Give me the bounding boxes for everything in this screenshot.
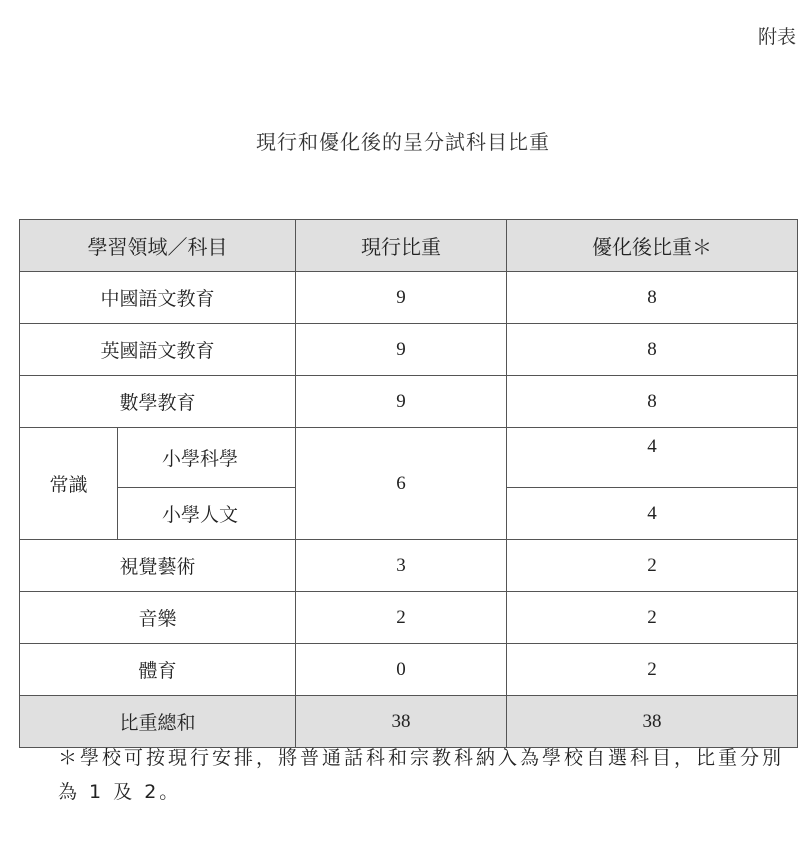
row-optimized-weight: 2 — [507, 540, 798, 592]
row-optimized-weight: 8 — [507, 272, 798, 324]
table-header-row — [20, 220, 798, 272]
total-label: 比重總和 — [20, 696, 296, 748]
science-optimized-weight: 4 — [507, 428, 798, 488]
row-subject: 體育 — [20, 644, 296, 696]
total-row — [20, 696, 798, 748]
row-current-weight: 9 — [296, 324, 507, 376]
annex-label: 附表 — [757, 26, 796, 48]
row-subject: 視覺藝術 — [20, 540, 296, 592]
table-row — [20, 592, 798, 644]
row-current-weight: 2 — [296, 592, 507, 644]
row-current-weight: 9 — [296, 376, 507, 428]
row-current-weight: 9 — [296, 272, 507, 324]
sub-subject-science: 小學科學 — [118, 428, 296, 488]
table-row — [20, 540, 798, 592]
header-optimized-weight: 優化後比重＊ — [507, 220, 798, 272]
row-optimized-weight: 8 — [507, 376, 798, 428]
table-row — [20, 428, 798, 488]
humanities-optimized-weight: 4 — [507, 488, 798, 540]
row-subject: 英國語文教育 — [20, 324, 296, 376]
row-optimized-weight: 8 — [507, 324, 798, 376]
header-subject: 學習領域／科目 — [20, 220, 296, 272]
row-optimized-weight: 2 — [507, 644, 798, 696]
footnote: ＊學校可按現行安排，將普通話科和宗教科納入為學校自選科目，比重分別為 1 及 2。 — [58, 747, 785, 803]
row-optimized-weight: 2 — [507, 592, 798, 644]
row-current-weight: 3 — [296, 540, 507, 592]
table-row — [20, 376, 798, 428]
general-studies-area: 常識 — [20, 428, 118, 540]
row-current-weight: 0 — [296, 644, 507, 696]
total-optimized-weight: 38 — [507, 696, 798, 748]
header-current-weight: 現行比重 — [296, 220, 507, 272]
general-studies-current-weight: 6 — [296, 428, 507, 540]
document-title: 現行和優化後的呈分試科目比重 — [256, 130, 550, 154]
row-subject: 中國語文教育 — [20, 272, 296, 324]
table-row — [20, 272, 798, 324]
row-subject: 音樂 — [20, 592, 296, 644]
table-row — [20, 644, 798, 696]
row-subject: 數學教育 — [20, 376, 296, 428]
table-row — [20, 324, 798, 376]
total-current-weight: 38 — [296, 696, 507, 748]
sub-subject-humanities: 小學人文 — [118, 488, 296, 540]
subject-weights-table — [19, 219, 798, 748]
